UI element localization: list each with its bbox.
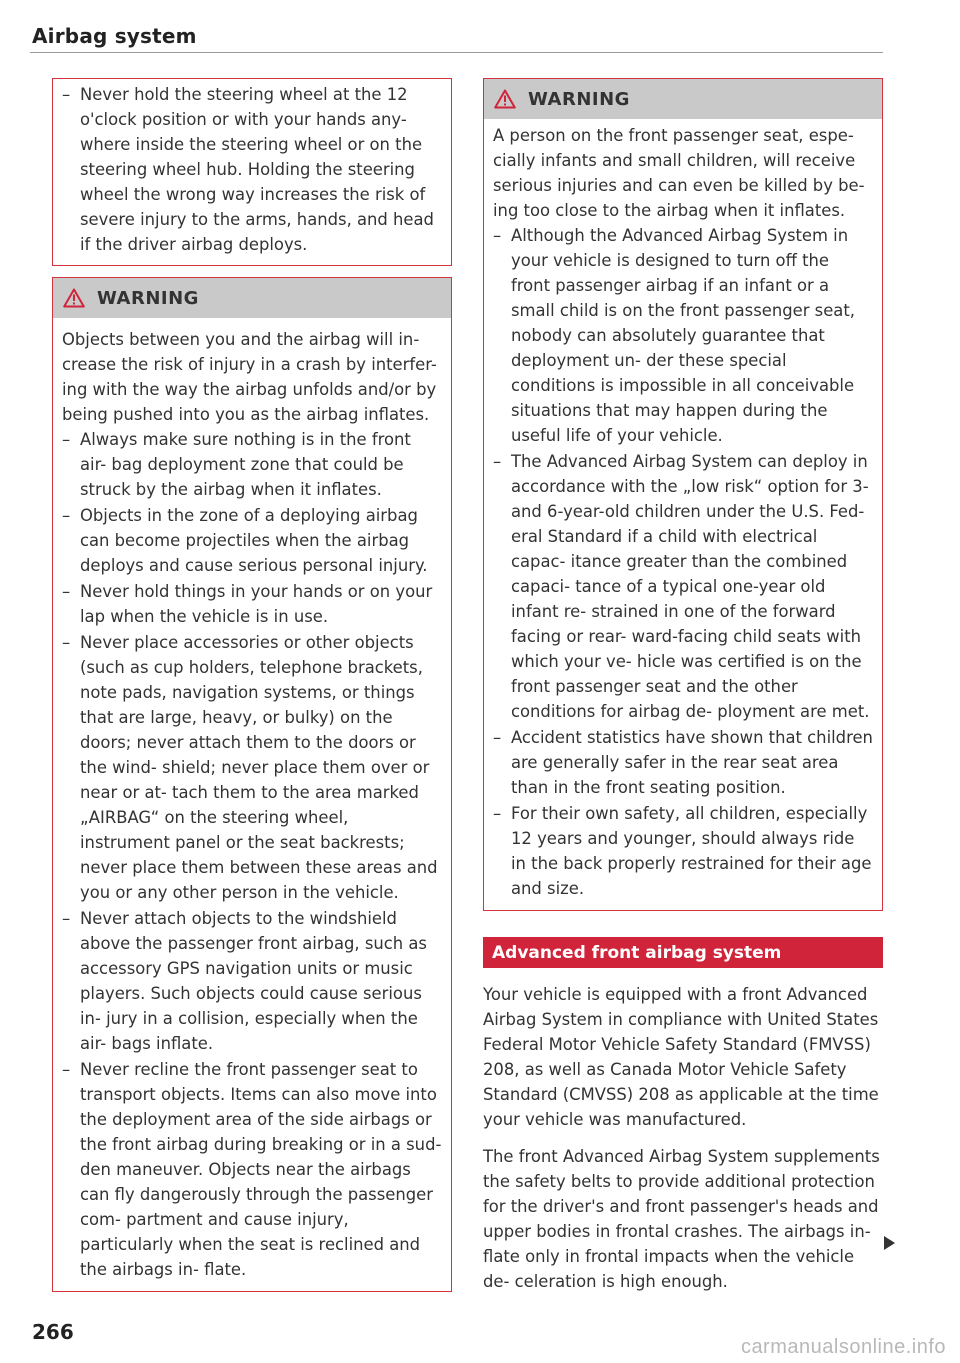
- continue-arrow-icon: [884, 1236, 895, 1250]
- warning-label: WARNING: [97, 287, 199, 309]
- list-item: – Accident statistics have shown that children are generally safer in the rear seat area than in the front seating position.: [493, 725, 873, 800]
- list-item: – For their own safety, all children, especially 12 years and younger, should always ride in the back properly restrained for their age and size.: [493, 801, 873, 901]
- warning-list: [493, 223, 873, 901]
- list-item: – Never place accessories or other objects (such as cup holders, telephone brackets, note pads, navigation systems, or things that are large, heavy, or bulky) on the doors; never attach them to the doors or the wind- shield; never place them over or near or at- tach them to the area marked „AIRBAG“ on the steering wheel, instrument panel or the seat backrests; never place them between these areas and you or any other person in the vehicle.: [62, 630, 442, 905]
- list-item: – Always make sure nothing is in the front air- bag deployment zone that could be struck by the airbag when it inflates.: [62, 427, 442, 502]
- list-item: – Although the Advanced Airbag System in your vehicle is designed to turn off the front passenger airbag if an infant or a small child is on the front passenger seat, nobody can absolutely guarantee that deployment un- der these special conditions is impossible in all conceivable situations that may happen during the useful life of your vehicle.: [493, 223, 873, 448]
- list-item: – Never hold things in your hands or on your lap when the vehicle is in use.: [62, 579, 442, 629]
- warning-box-objects: [52, 277, 452, 1292]
- section-paragraph: Your vehicle is equipped with a front Advanced Airbag System in compliance with United States Federal Motor Vehicle Safety Standard (FMVSS) 208, as well as Canada Motor Vehicle Safety Standard (CMVSS) 208 as applicable at the time your vehicle was manufactured.: [483, 985, 879, 1129]
- warning-triangle-icon: [63, 288, 85, 308]
- list-item: – Objects in the zone of a deploying airbag can become projectiles when the airbag deploys and cause serious personal injury.: [62, 503, 442, 578]
- section-title: Advanced front airbag system: [483, 937, 883, 968]
- continued-warning-box: [52, 78, 452, 266]
- list-item: – Never hold the steering wheel at the 12 o'clock position or with your hands any- where inside the steering wheel or on the steering wheel hub. Holding the steering wheel the wrong way increases the risk of severe injury to the arms, hands, and head if the driver airbag deploys.: [62, 82, 442, 257]
- warning-header: [484, 79, 882, 119]
- right-column: [483, 78, 883, 1294]
- page-number: 266: [32, 1320, 74, 1344]
- continued-warning-list: [62, 82, 442, 257]
- warning-intro: Objects between you and the airbag will in- crease the risk of injury in a crash by interfer- ing with the way the airbag unfolds and/or by being pushed into you as the airbag inflates.: [62, 330, 437, 424]
- list-item: – The Advanced Airbag System can deploy in accordance with the „low risk“ option for 3- and 6-year-old children under the U.S. Fed- eral Standard if a child with electrical capac- itance greater than the combined capaci- tance of a typical one-year old infant re- strained in one of the forward facing or rear- ward-facing child seats with which your ve- hicle was certified is on the front passenger seat and the other conditions for airbag de- ployment are met.: [493, 449, 873, 724]
- list-item: – Never attach objects to the windshield above the passenger front airbag, such as accessory GPS navigation units or music players. Such objects could cause serious in- jury in a collision, especially when the air- bags inflate.: [62, 906, 442, 1056]
- header-divider: [30, 52, 883, 53]
- list-item: – Never recline the front passenger seat to transport objects. Items can also move into the deployment area of the side airbags or the front airbag during breaking or in a sud- den maneuver. Objects near the airbags can fly dangerously through the passenger com- partment and cause injury, particularly when the seat is reclined and the airbags in- flate.: [62, 1057, 442, 1282]
- watermark: carmanualsonline.info: [740, 1336, 946, 1358]
- warning-label: WARNING: [528, 88, 630, 110]
- left-column: [52, 78, 452, 1292]
- section-paragraph: The front Advanced Airbag System supplements the safety belts to provide additional protection for the driver's and front passenger's heads and upper bodies in frontal crashes. The airbags in- flate only in frontal impacts when the vehicle de- celeration is high enough.: [483, 1147, 880, 1291]
- warning-triangle-icon: [494, 89, 516, 109]
- warning-list: [62, 427, 442, 1282]
- page-header-title: Airbag system: [32, 24, 197, 48]
- warning-intro: A person on the front passenger seat, espe- cially infants and small children, will receive serious injuries and can even be killed by be- ing too close to the airbag when it inflates.: [493, 126, 865, 220]
- warning-box-passenger: [483, 78, 883, 911]
- warning-header: [53, 278, 451, 318]
